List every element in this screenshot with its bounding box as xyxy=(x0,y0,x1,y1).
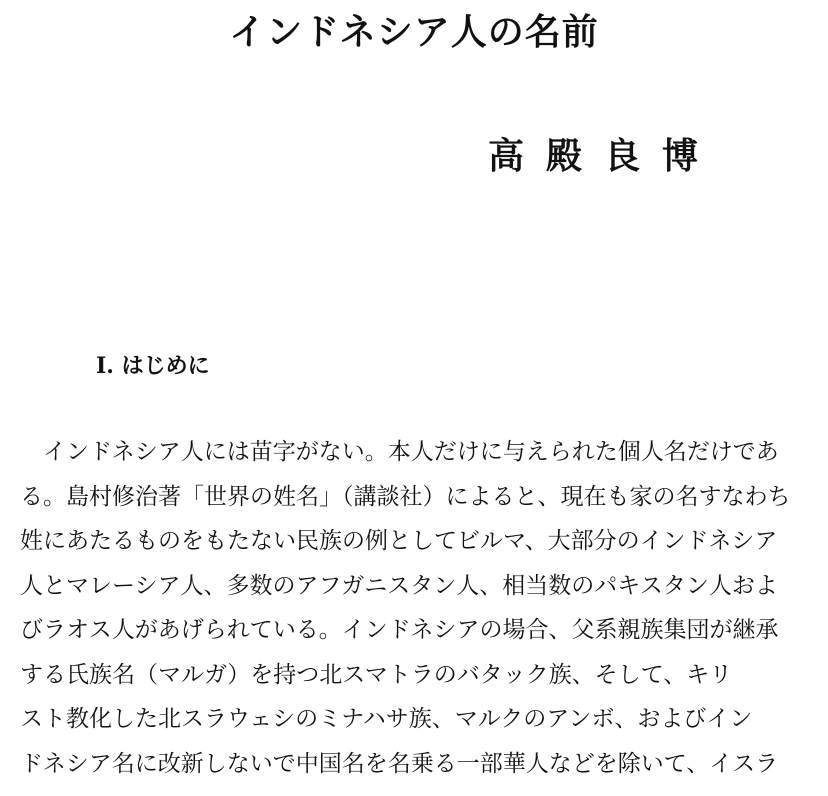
body-line: インドネシア人には苗字がない。本人だけに与えられた個人名だけであ xyxy=(43,439,779,465)
body-line: する氏族名（マルガ）を持つ北スマトラのバタック族、そして、キリ xyxy=(20,661,733,688)
body-line: びラオス人があげられている。インドネシアの場合、父系親族集団が継承 xyxy=(20,617,779,643)
body-line: ドネシア名に改新しないで中国名を名乗る一部華人などを除いて、イスラ xyxy=(20,750,779,777)
body-line: スト教化した北スラウェシのミナハサ族、マルクのアンボ、およびイン xyxy=(20,706,753,732)
article-title: インドネシア人の名前 xyxy=(229,11,599,53)
body-line: 姓にあたるものをもたない民族の例としてビルマ、大部分のインドネシア xyxy=(20,528,778,554)
author-name: 高殿良博 xyxy=(488,135,721,177)
body-line: 人とマレーシア人、多数のアフガニスタン人、相当数のパキスタン人およ xyxy=(20,572,778,599)
body-text xyxy=(20,430,820,786)
body-line: る。島村修治著「世界の姓名」（講談社）によると、現在も家の名すなわち xyxy=(20,483,791,510)
section-heading: Ⅰ. はじめに xyxy=(96,353,210,379)
